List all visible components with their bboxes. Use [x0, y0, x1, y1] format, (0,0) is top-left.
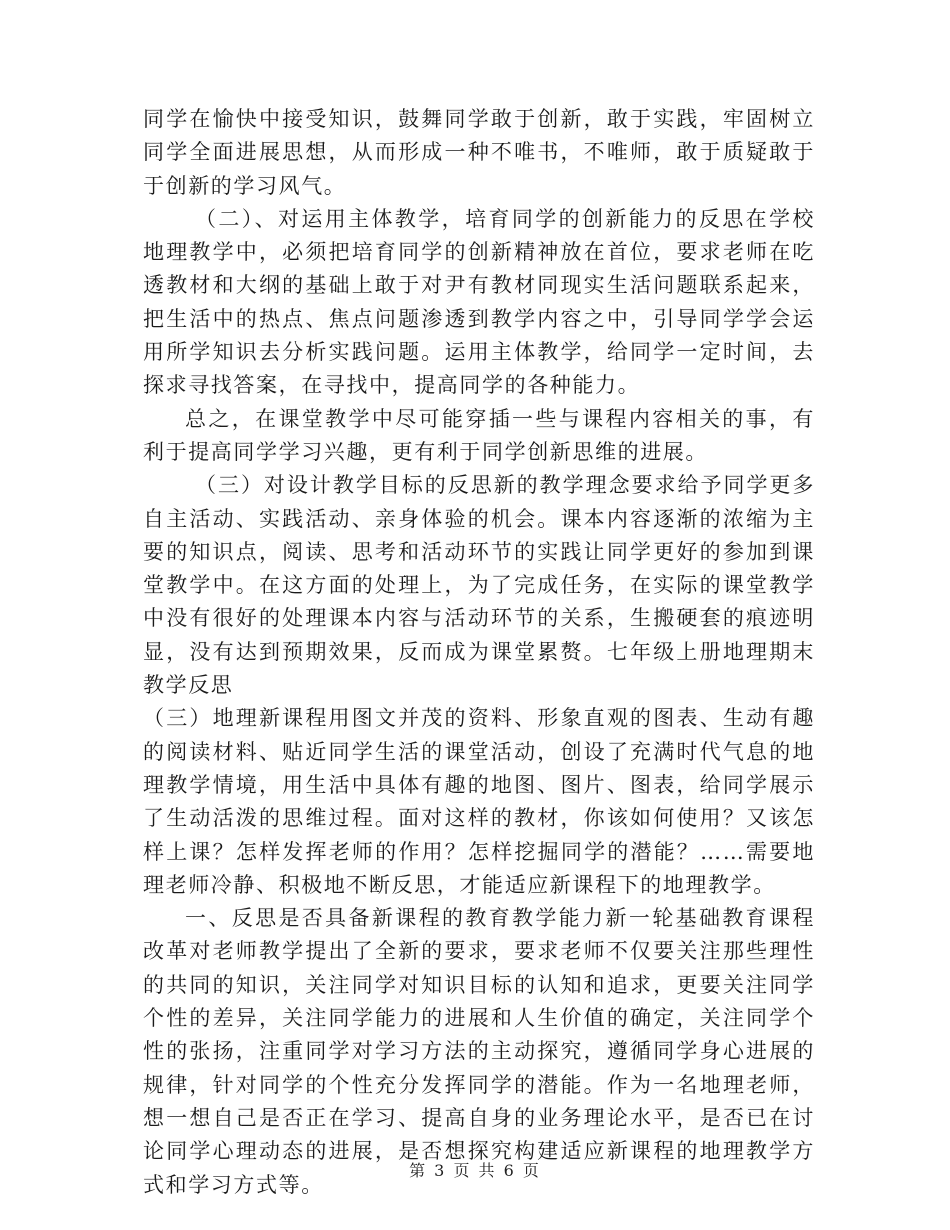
paragraph: 一、反思是否具备新课程的教育教学能力新一轮基础教育课程改革对老师教学提出了全新的要求，要求老师不仅要关注那些理性的共同的知识，关注同学对知识目标的认知和追求，更要关注同学个性的差异，关注同学能力的进展和人生价值的确定，关注同学个性的张扬，注重同学对学习方法的主动探究，遵循同学身心进展的规律，针对同学的个性充分发挥同学的潜能。作为一名地理老师，想一想自己是否正在学习、提高自身的业务理论水平，是否已在讨论同学心理动态的进展，是否想探究构建适应新课程的地理教学方式和学习方式等。	[143, 906, 815, 1197]
paragraph: （三）地理新课程用图文并茂的资料、形象直观的图表、生动有趣的阅读材料、贴近同学生活的课堂活动，创设了充满时代气息的地理教学情境，用生活中具体有趣的地图、图片、图表，给同学展示了生动活泼的思维过程。面对这样的教材，你该如何使用？又该怎样上课？怎样发挥老师的作用？怎样挖掘同学的潜能？……需要地理老师冷静、积极地不断反思，才能适应新课程下的地理教学。	[143, 706, 815, 897]
paragraph: 总之，在课堂教学中尽可能穿插一些与课程内容相关的事，有利于提高同学学习兴趣，更有利于同学创新思维的进展。	[143, 406, 815, 464]
paragraph: （二）、对运用主体教学，培育同学的创新能力的反思在学校地理教学中，必须把培育同学的创新精神放在首位，要求老师在吃透教材和大纲的基础上敢于对尹有教材同现实生活问题联系起来，把生活中的热点、焦点问题渗透到教学内容之中，引导同学学会运用所学知识去分析实践问题。运用主体教学，给同学一定时间，去探求寻找答案，在寻找中，提高同学的各种能力。	[143, 206, 815, 398]
document-body	[143, 103, 815, 1202]
paragraph: 同学在愉快中接受知识，鼓舞同学敢于创新，敢于实践，牢固树立同学全面进展思想，从而形成一种不唯书，不唯师，敢于质疑敢于于创新的学习风气。	[143, 107, 815, 198]
page-number-footer: 第 3 页 共 6 页	[409, 1161, 541, 1180]
paragraph: （三）对设计教学目标的反思新的教学理念要求给予同学更多自主活动、实践活动、亲身体验的机会。课本内容逐渐的浓缩为主要的知识点，阅读、思考和活动环节的实践让同学更好的参加到课堂教学中。在这方面的处理上，为了完成任务，在实际的课堂教学中没有很好的处理课本内容与活动环节的关系，生搬硬套的痕迹明显，没有达到预期效果，反而成为课堂累赘。七年级上册地理期末教学反思	[143, 473, 815, 698]
